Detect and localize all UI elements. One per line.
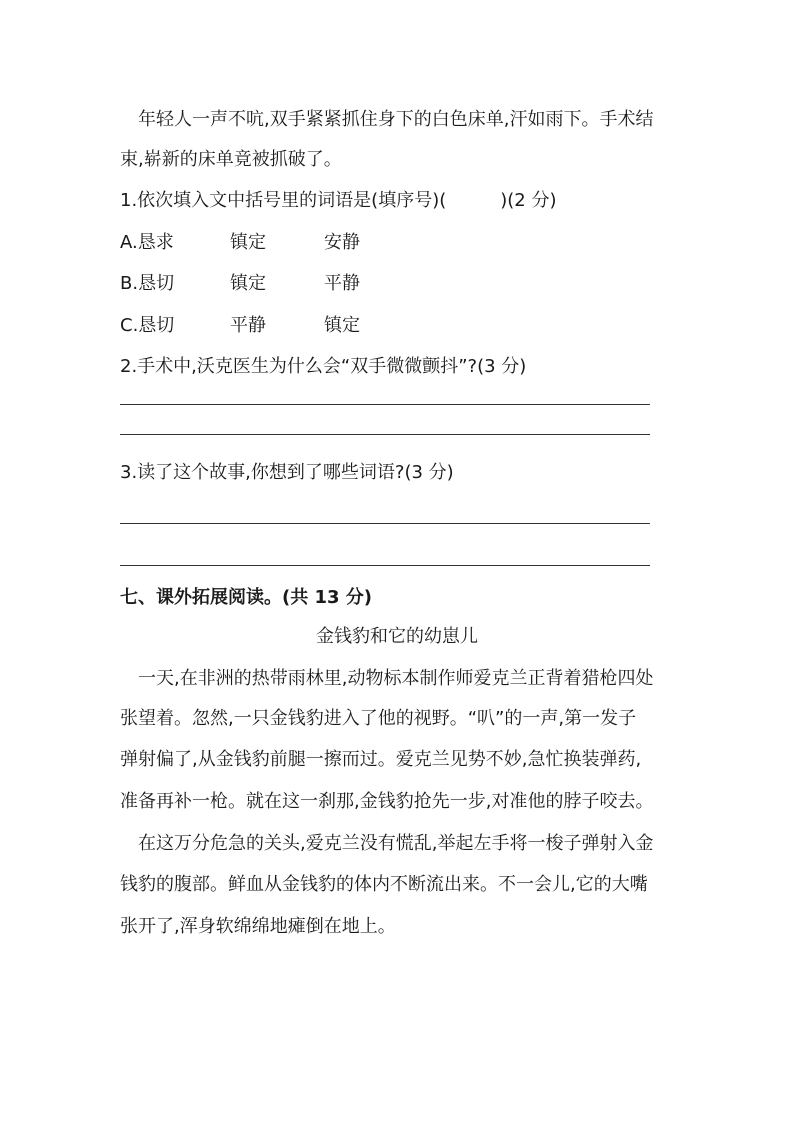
passage-line-1: 年轻人一声不吭,双手紧紧抓住身下的白色床单,汗如雨下。手术结: [138, 109, 654, 130]
passage-line-2: 束,崭新的床单竟被抓破了。: [120, 149, 342, 170]
option-a-label: A.恳求: [120, 232, 174, 253]
option-b-label: B.恳切: [120, 273, 175, 294]
option-c-word-1: 平静: [230, 315, 266, 336]
section-7-heading: 七、课外拓展阅读。(共 13 分): [120, 587, 373, 608]
story-title: 金钱豹和它的幼崽儿: [316, 626, 478, 647]
option-b-word-1: 镇定: [230, 273, 266, 294]
answer-line-q3-2[interactable]: [120, 565, 650, 566]
option-c-label: C.恳切: [120, 315, 175, 336]
question-2: 2.手术中,沃克医生为什么会“双手微微颤抖”?(3 分): [120, 356, 527, 377]
story-para2-line-2: 钱豹的腹部。鲜血从金钱豹的体内不断流出来。不一会儿,它的大嘴: [120, 874, 648, 895]
question-3: 3.读了这个故事,你想到了哪些词语?(3 分): [120, 462, 454, 483]
story-para1-line-4: 准备再补一枪。就在这一刹那,金钱豹抢先一步,对准他的脖子咬去。: [120, 791, 654, 812]
story-para2-line-3: 张开了,浑身软绵绵地瘫倒在地上。: [120, 916, 396, 937]
option-b-word-2: 平静: [324, 273, 360, 294]
option-a-word-1: 镇定: [230, 232, 266, 253]
story-para2-line-1: 在这万分危急的关头,爱克兰没有慌乱,举起左手将一梭子弹射入金: [138, 833, 654, 854]
answer-line-q3-1[interactable]: [120, 523, 650, 524]
question-1: 1.依次填入文中括号里的词语是(填序号)( )(2 分): [120, 190, 557, 211]
story-para1-line-2: 张望着。忽然,一只金钱豹进入了他的视野。“叭”的一声,第一发子: [120, 708, 637, 729]
answer-line-q2-2[interactable]: [120, 434, 650, 435]
option-c-word-2: 镇定: [324, 315, 360, 336]
story-para1-line-3: 弹射偏了,从金钱豹前腿一擦而过。爱克兰见势不妙,急忙换装弹药,: [120, 749, 642, 770]
answer-line-q2-1[interactable]: [120, 404, 650, 405]
option-a-word-2: 安静: [324, 232, 360, 253]
story-para1-line-1: 一天,在非洲的热带雨林里,动物标本制作师爱克兰正背着猎枪四处: [138, 668, 654, 689]
